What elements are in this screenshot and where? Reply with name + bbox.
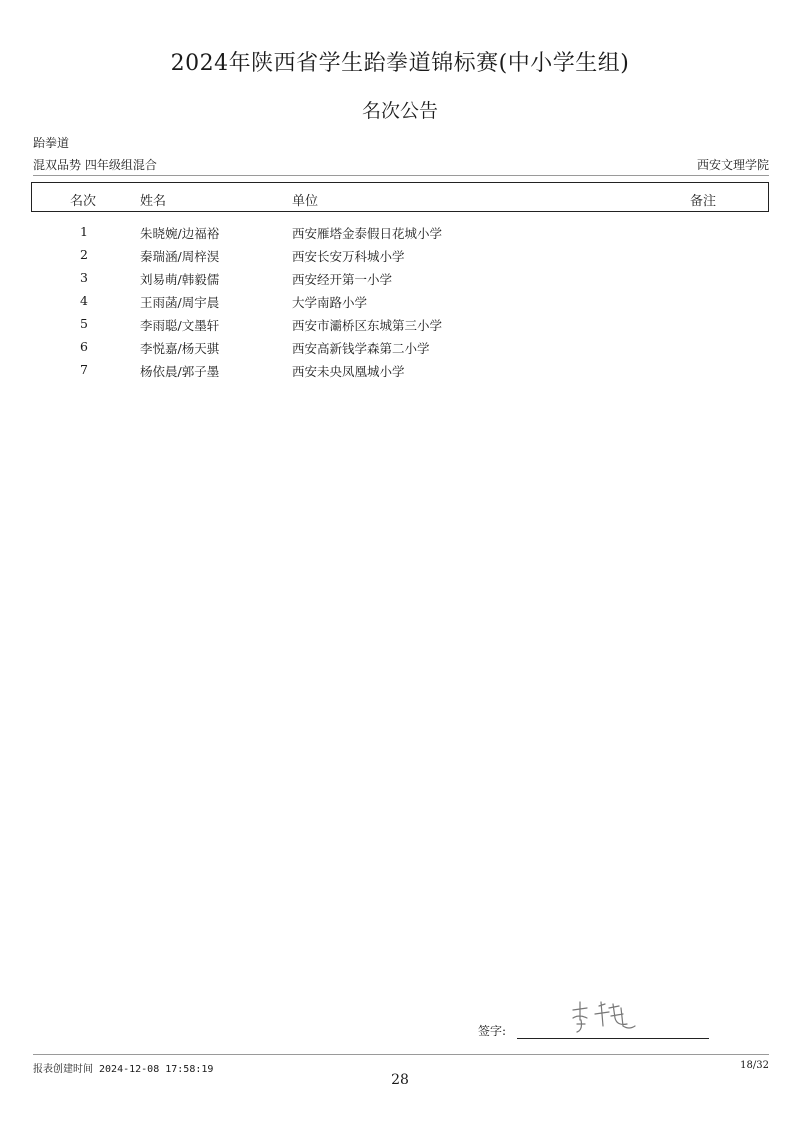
name-cell: 刘易萌/韩毅儒 (140, 272, 220, 287)
rank-cell: 2 (80, 247, 88, 262)
table-row (0, 224, 800, 246)
signature-handwriting (565, 996, 645, 1036)
venue-name: 西安文理学院 (696, 158, 769, 172)
sport-label: 跆拳道 (33, 136, 70, 150)
name-cell: 朱晓婉/边福裕 (140, 226, 220, 241)
header-unit: 单位 (292, 194, 319, 209)
header-note: 备注 (690, 194, 717, 209)
unit-cell: 西安高新钱学森第二小学 (292, 341, 430, 356)
table-row (0, 362, 800, 384)
rank-cell: 7 (80, 362, 88, 377)
table-row (0, 316, 800, 338)
rank-cell: 6 (80, 339, 88, 354)
rank-cell: 1 (80, 224, 88, 239)
page-number: 28 (391, 1072, 409, 1088)
signature-label: 签字: (478, 1024, 507, 1038)
unit-cell: 西安市灞桥区东城第三小学 (292, 318, 443, 333)
unit-cell: 西安经开第一小学 (292, 272, 393, 287)
signature-line (517, 1038, 709, 1039)
unit-cell: 西安雁塔金泰假日花城小学 (292, 226, 443, 241)
unit-cell: 西安长安万科城小学 (292, 249, 405, 264)
table-row (0, 270, 800, 292)
name-cell: 杨依晨/郭子墨 (140, 364, 220, 379)
event-name: 混双品势 四年级组混合 (33, 158, 157, 172)
name-cell: 王雨菡/周宇晨 (140, 295, 220, 310)
name-cell: 李悦嘉/杨天骐 (140, 341, 220, 356)
table-row (0, 339, 800, 361)
table-row (0, 247, 800, 269)
unit-cell: 大学南路小学 (292, 295, 368, 310)
page-subtitle: 名次公告 (361, 100, 438, 122)
rank-cell: 5 (80, 316, 88, 331)
page-of: 18/32 (740, 1060, 769, 1071)
unit-cell: 西安未央凤凰城小学 (292, 364, 405, 379)
page-title: 2024年陕西省学生跆拳道锦标赛(中小学生组) (170, 51, 630, 76)
table-row (0, 293, 800, 315)
footer-divider (33, 1054, 769, 1055)
header-rank: 名次 (70, 194, 97, 209)
header-name: 姓名 (140, 194, 167, 209)
report-created-time: 报表创建时间 2024-12-08 17:58:19 (33, 1064, 214, 1075)
header-divider (33, 175, 769, 176)
table-header (31, 182, 769, 212)
rank-cell: 3 (80, 270, 88, 285)
rank-cell: 4 (80, 293, 88, 308)
name-cell: 秦瑞涵/周梓淏 (140, 249, 220, 264)
name-cell: 李雨聪/文墨轩 (140, 318, 220, 333)
